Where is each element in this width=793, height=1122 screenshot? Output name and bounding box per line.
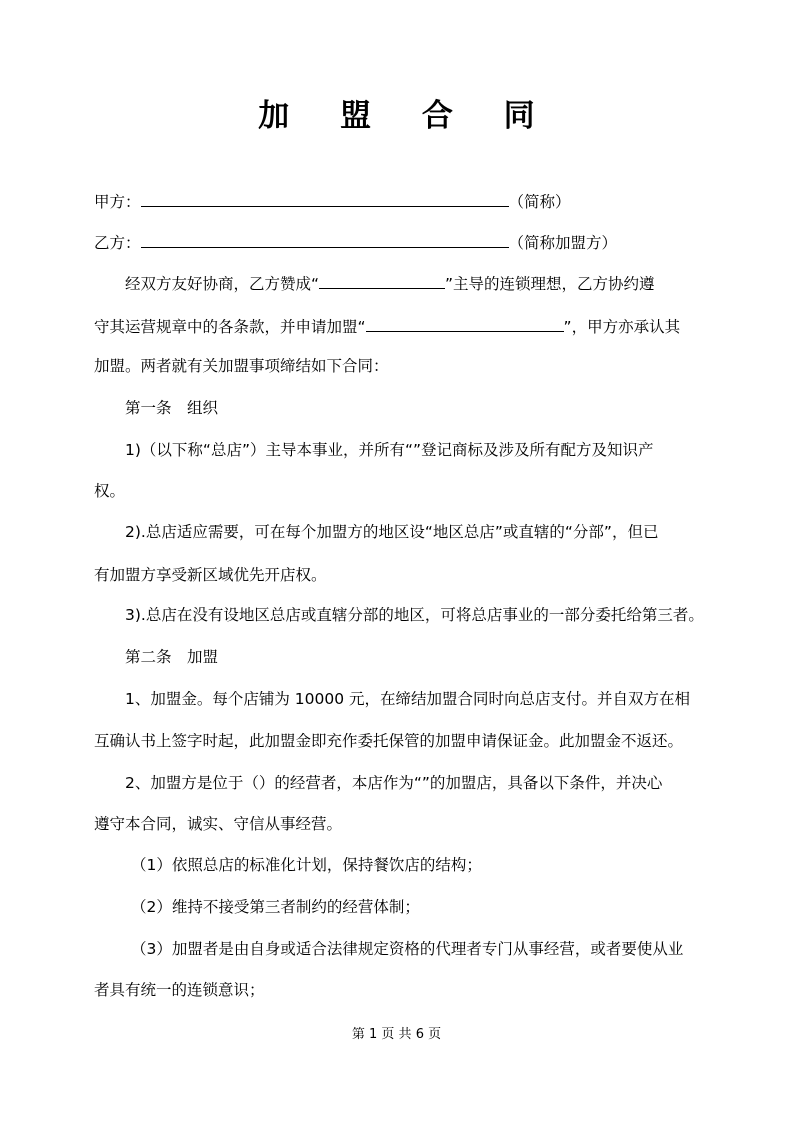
article-2-heading: 第二条 加盟 (125, 648, 219, 666)
article-1-paragraph: 权。 (94, 482, 126, 500)
article-2-paragraph: 1、加盟金。每个店铺为 10000 元，在缔结加盟合同时向总店支付。并自双方在相 (125, 690, 691, 708)
party-a-label: 甲方： (94, 193, 141, 211)
party-b-label: 乙方： (94, 234, 141, 252)
intro-text: ”，甲方亦承认其 (563, 318, 681, 336)
article-2-paragraph: 2、加盟方是位于（）的经营者，本店作为“”的加盟店，具备以下条件，并决心 (125, 774, 663, 792)
party-b-blank[interactable] (141, 229, 509, 248)
intro-line-2 (94, 313, 680, 339)
page-footer: 第 1 页 共 6 页 (351, 1027, 442, 1042)
article-2-paragraph: 互确认书上签字时起，此加盟金即充作委托保管的加盟申请保证金。此加盟金不返还。 (94, 732, 684, 750)
article-1-paragraph: 2).总店适应需要，可在每个加盟方的地区设“地区总店”或直辖的“分部”，但已 (125, 523, 659, 541)
condition-item: （1）依照总店的标准化计划，保持餐饮店的结构； (131, 856, 482, 874)
brand-blank[interactable] (319, 270, 445, 289)
condition-item: 者具有统一的连锁意识； (94, 981, 265, 999)
intro-line-3: 加盟。两者就有关加盟事项缔结如下合同： (94, 357, 389, 375)
party-b-line (94, 229, 617, 255)
intro-text: 经双方友好协商，乙方赞成“ (125, 275, 320, 293)
article-1-paragraph: 有加盟方享受新区域优先开店权。 (94, 566, 327, 584)
article-2-paragraph: 遵守本合同，诚实、守信从事经营。 (94, 815, 343, 833)
party-b-suffix: （简称加盟方） (508, 234, 618, 252)
intro-text: 守其运营规章中的各条款，并申请加盟“ (94, 318, 366, 336)
party-a-line (94, 188, 571, 214)
article-1-heading: 第一条 组织 (125, 399, 219, 417)
condition-item: （2）维持不接受第三者制约的经营体制； (131, 898, 420, 916)
document-title: 加 盟 合 同 (258, 98, 555, 134)
intro-text: ”主导的连锁理想，乙方协约遵 (445, 275, 655, 293)
party-a-suffix: （简称） (508, 193, 571, 211)
article-1-paragraph: 1)（以下称“总店”）主导本事业，并所有“”登记商标及涉及所有配方及知识产 (125, 441, 654, 459)
store-blank[interactable] (366, 313, 564, 332)
condition-item: （3）加盟者是由自身或适合法律规定资格的代理者专门从事经营，或者要使从业 (131, 940, 684, 958)
party-a-blank[interactable] (141, 188, 509, 207)
article-1-paragraph: 3).总店在没有设地区总店或直辖分部的地区，可将总店事业的一部分委托给第三者。 (125, 606, 704, 624)
intro-line-1 (125, 270, 655, 296)
